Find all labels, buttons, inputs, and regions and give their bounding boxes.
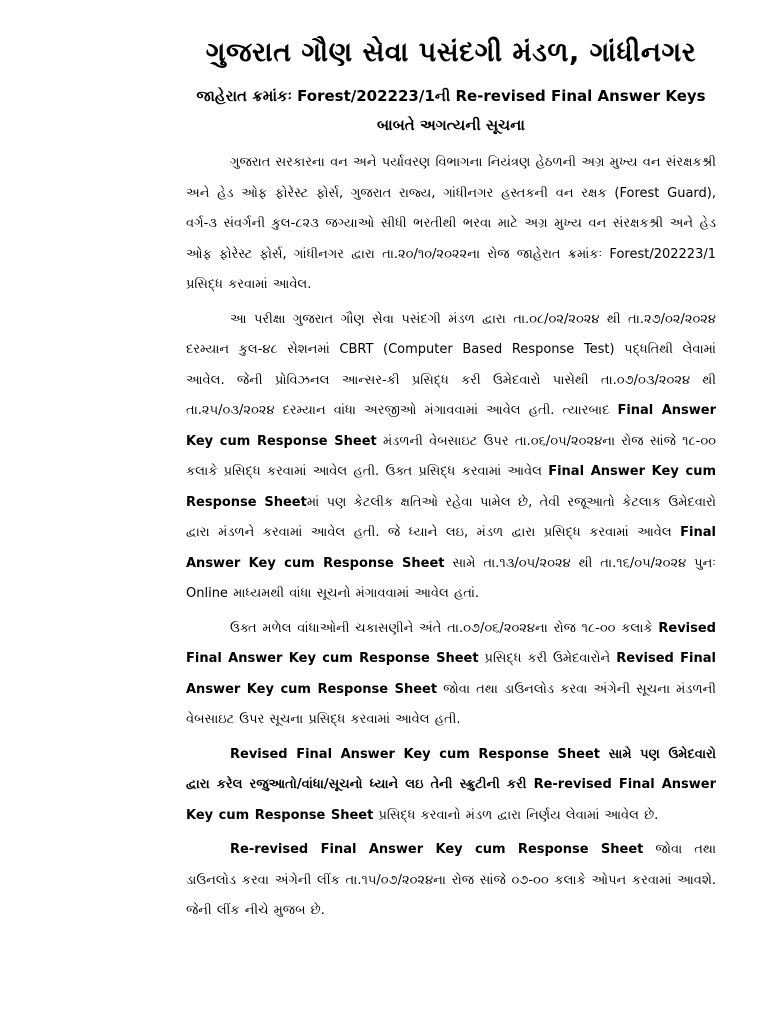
paragraph-2 (186, 305, 716, 610)
paragraph-2-bold-b: Final Answer Key cum Response Sheet (186, 403, 717, 449)
paragraph-4-bold-a: Revised Final Answer Key cum Response Sheet સામે પણ ઉમેદવારો દ્વારા કરેલ રજુઆતો/વાંધા/સૂચનો ધ્યાને લઇ તેની સ્ક્રુટીની કરી Re-revised Final Answer Key cum Response Sheet (186, 746, 716, 823)
paragraph-2-bold-f: Final Answer Key cum Response Sheet (186, 525, 716, 571)
paragraph-2-text-g: સામે તા.૧૩/૦૫/૨૦૨૪ થી તા.૧૬/૦૫/૨૦૨૪ પુનઃ Online માધ્યમથી વાંધા સૂચનો મંગાવવામાં આવેલ હતાં. (186, 555, 716, 601)
paragraph-4-text-b: પ્રસિદ્ધ કરવાનો મંડળ દ્વારા નિર્ણય લેવામાં આવેલ છે. (373, 807, 659, 823)
paragraph-3-bold-d: Revised Final Answer Key cum Response Sheet (186, 651, 716, 697)
notice-subtitle: જાહેરાત ક્રમાંકઃ Forest/202223/1ની Re-revised Final Answer Keys (196, 87, 706, 105)
paragraph-3-text-e: જોવા તથા ડાઉનલોડ કરવા અંગેની સૂચના મંડળની વેબસાઇટ ઉપર સૂચના પ્રસિદ્ધ કરવામાં આવેલ હતી. (186, 681, 716, 727)
paragraph-5-text-b: જોવા તથા ડાઉનલોડ કરવા અંગેની લીંક તા.૧૫/૦૭/૨૦૨૪ના રોજ સાંજે ૦૭-૦૦ કલાકે ઓપન કરવામાં આવશે. જેની લીંક નીચે મુજબ છે. (186, 842, 717, 918)
paragraph-3 (186, 614, 716, 736)
notice-subtitle-2: બાબતે અગત્યની સૂચના (377, 116, 525, 134)
paragraph-4 (186, 740, 716, 832)
paragraph-2-text-e: માં પણ કેટલીક ક્ષતિઓ રહેવા પામેલ છે, તેવી રજૂઆતો કેટલાક ઉમેદવારો દ્વારા મંડળને કરવામાં આવેલ હતી. જે ધ્યાને લઇ, મંડળ દ્વારા પ્રસિદ્ધ કરવામાં આવેલ (186, 494, 716, 540)
paragraph-5 (186, 835, 716, 927)
paragraph-3-text-a: ઉક્ત મળેલ વાંધાઓની ચકાસણીને અંતે તા.૦૭/૦૬/૨૦૨૪ના રોજ ૧૮-૦૦ કલાકે (230, 620, 659, 636)
paragraph-2-bold-d: Final Answer Key cum Response Sheet (186, 464, 716, 510)
paragraph-1-text: ગુજરાત સરકારના વન અને પર્યાવરણ વિભાગના નિયંત્રણ હેઠળની અગ્ર મુખ્ય વન સંરક્ષકશ્રી અને હેડ ઓફ ફોરેસ્ટ ફોર્સ, ગુજરાત રાજ્ય, ગાંધીનગર હસ્તકની વન રક્ષક (Forest Guard), વર્ગ-૩ સંવર્ગની કુલ-૮૨૩ જગ્યાઓ સીધી ભરતીથી ભરવા માટે અગ્ર મુખ્ય વન સંરક્ષકશ્રી અને હેડ ઓફ ફોરેસ્ટ ફોર્સ, ગાંધીનગર દ્વારા તા.૨૦/૧૦/૨૦૨૨ના રોજ જાહેરાત ક્રમાંકઃ Forest/202223/1 પ્રસિદ્ધ કરવામાં આવેલ. (186, 155, 716, 292)
paragraph-2-text-c: મંડળની વેબસાઇટ ઉપર તા.૦૬/૦૫/૨૦૨૪ના રોજ સાંજે ૧૮-૦૦ કલાકે પ્રસિદ્ધ કરવામાં આવેલ હતી. ઉક્ત પ્રસિદ્ધ કરવામાં આવેલ (186, 433, 716, 479)
paragraph-1 (186, 148, 716, 301)
paragraph-3-text-c: પ્રસિદ્ધ કરી ઉમેદવારોને (478, 651, 617, 666)
paragraph-5-bold-a: Re-revised Final Answer Key cum Response Sheet (230, 842, 644, 857)
page-title: ગુજરાત ગૌણ સેવા પસંદગી મંડળ, ગાંધીનગર (205, 37, 697, 68)
paragraph-3-bold-b: Revised Final Answer Key cum Response Sheet (186, 620, 716, 666)
paragraph-2-text-a: આ પરીક્ષા ગુજરાત ગૌણ સેવા પસંદગી મંડળ દ્વારા તા.૦૮/૦૨/૨૦૨૪ થી તા.૨૭/૦૨/૨૦૨૪ દરમ્યાન કુલ-૪૮ સેશનમાં CBRT (Computer Based Response Test) પદ્ધતિથી લેવામાં આવેલ. જેની પ્રોવિઝનલ આન્સર-કી પ્રસિદ્ધ કરી ઉમેદવારો પાસેથી તા.૦૭/૦૩/૨૦૨૪ થી તા.૨૫/૦૩/૨૦૨૪ દરમ્યાન વાંધા અરજીઓ મંગાવવામાં આવેલ હતી. ત્યારબાદ (186, 311, 716, 418)
